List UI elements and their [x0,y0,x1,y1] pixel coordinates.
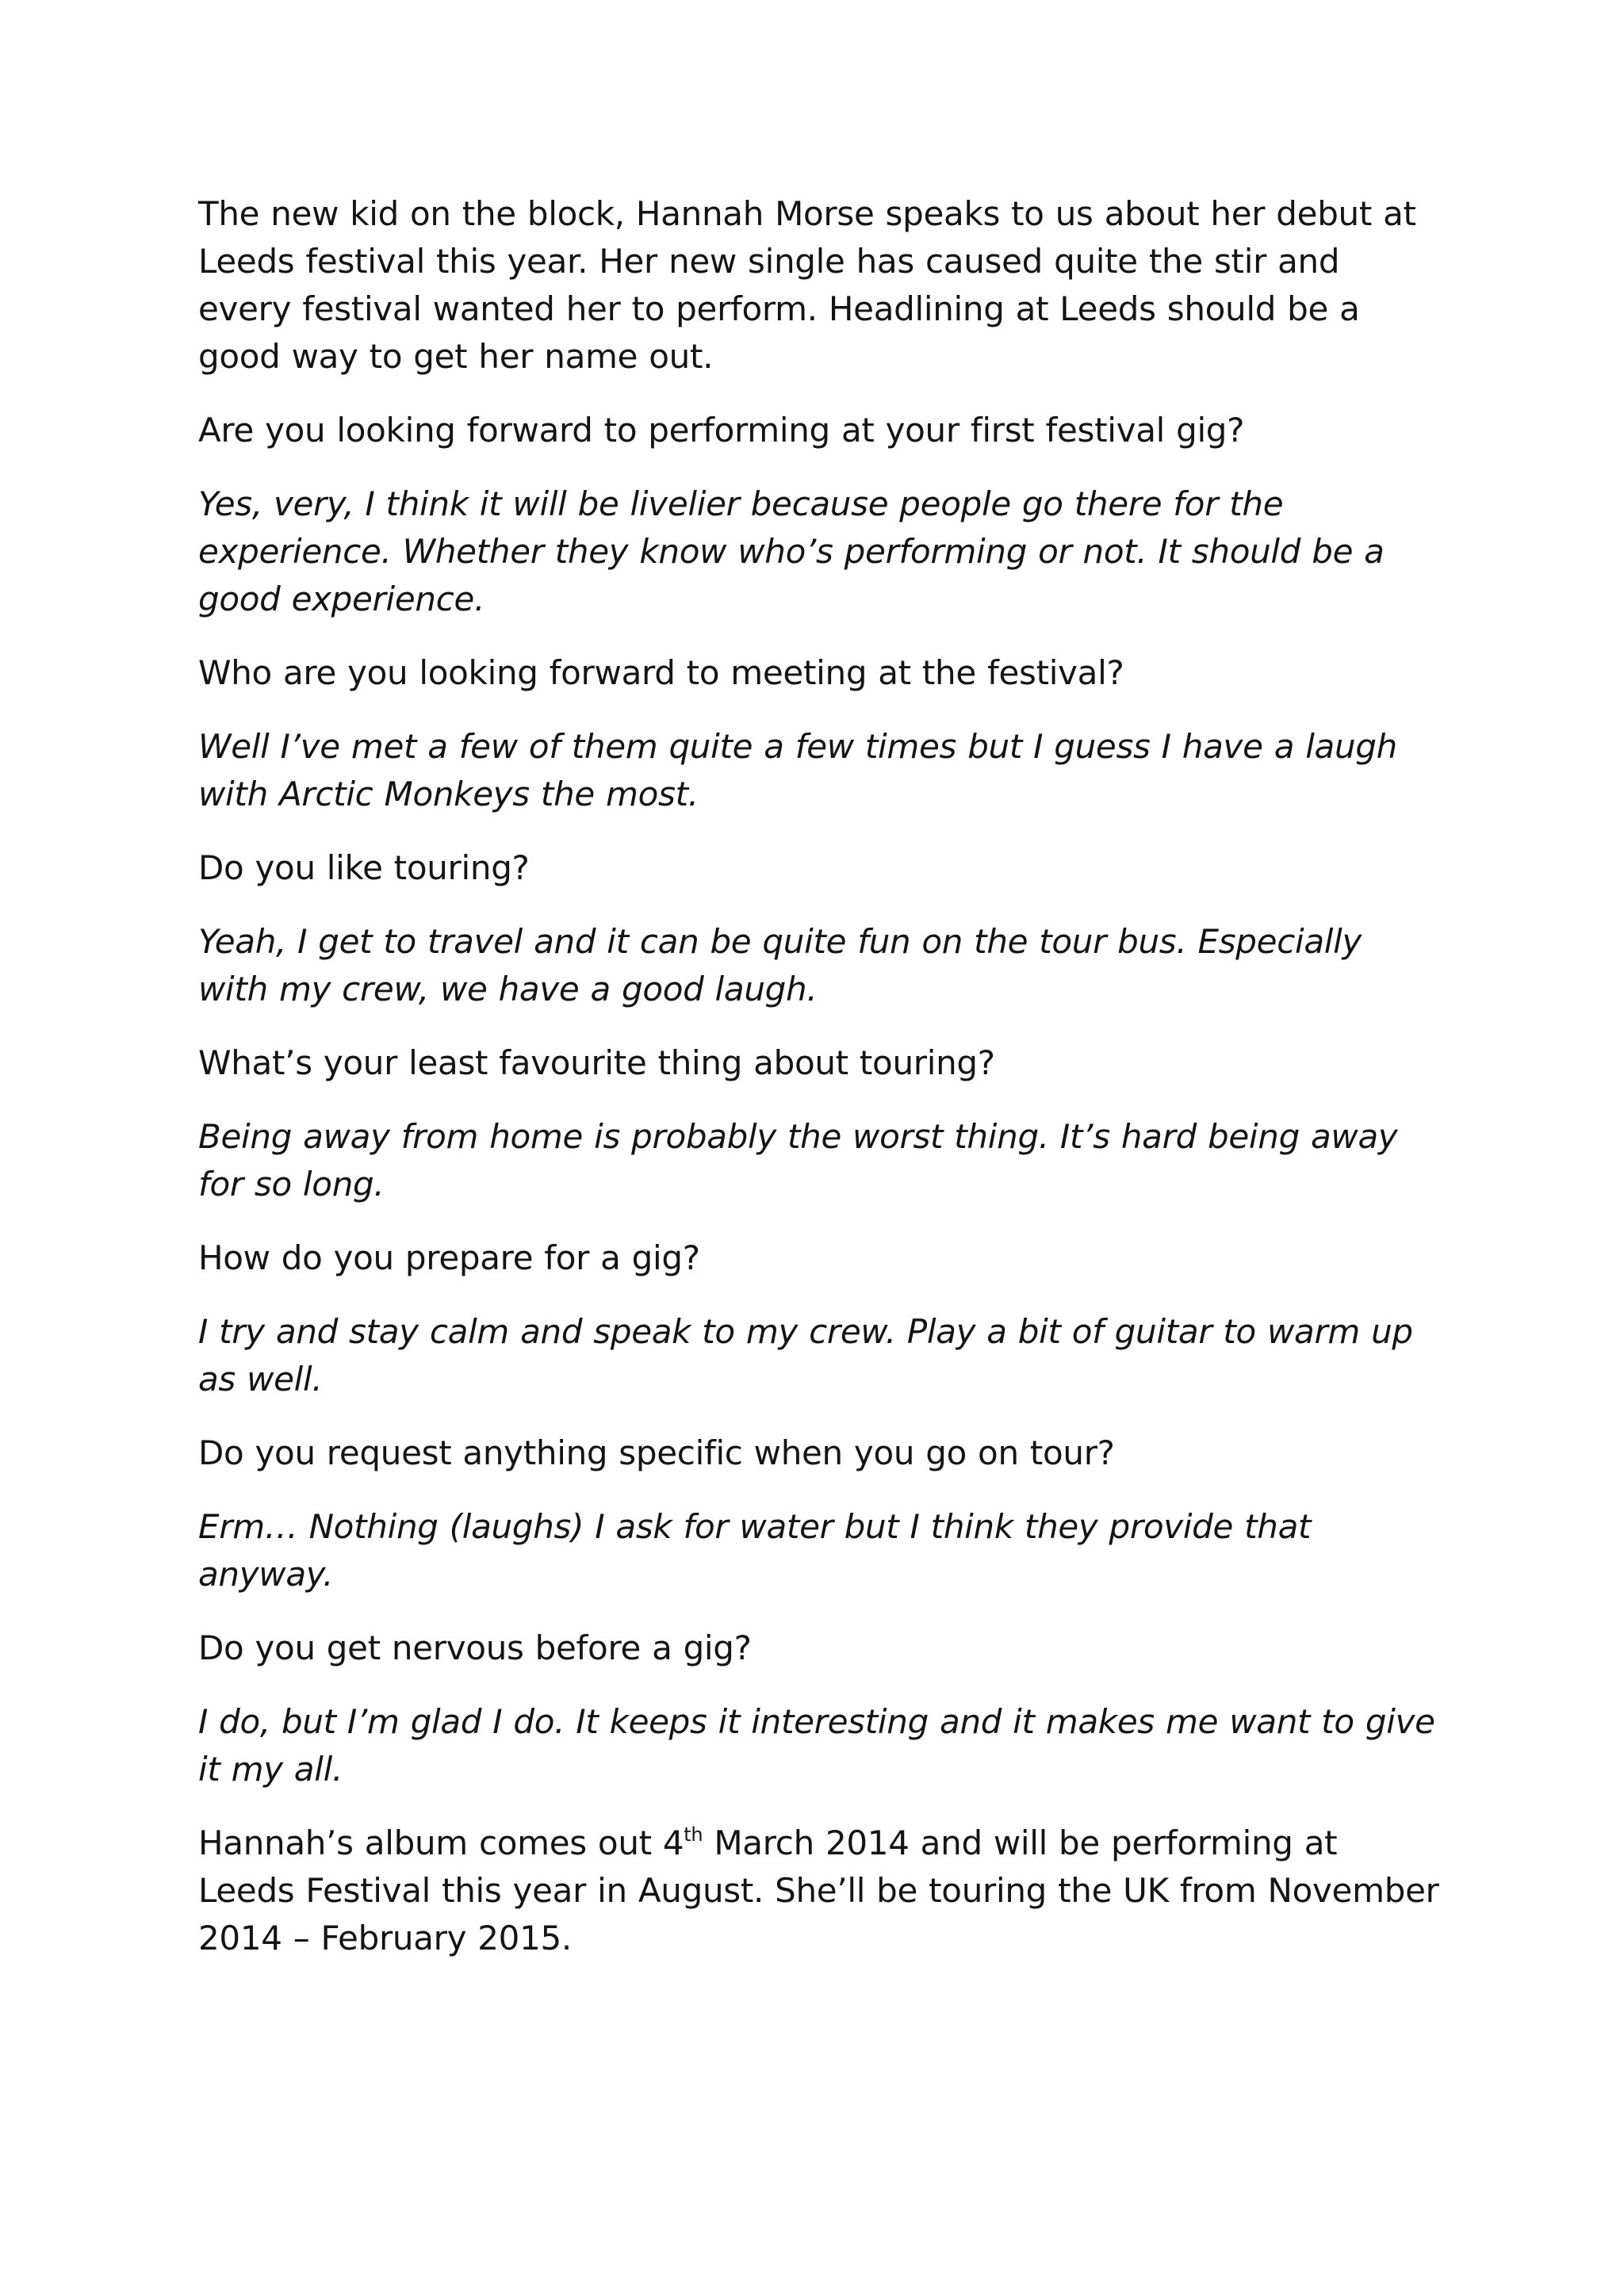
article-body [198,190,1439,1988]
interview-question-6: Do you request anything specific when you go on tour? [198,1433,1115,1472]
interview-question-3: Do you like touring? [198,848,530,887]
interview-answer-6: Erm… Nothing (laughs) I ask for water but I think they provide that anyway. [198,1507,1312,1594]
outro-text-start: Hannah’s album comes out 4 [198,1823,684,1862]
interview-question-1: Are you looking forward to performing at your first festival gig? [198,411,1245,450]
interview-answer-7: I do, but I’m glad I do. It keeps it interesting and it makes me want to give it my all. [198,1702,1435,1789]
outro-text-end: March 2014 and will be performing at Leeds Festival this year in August. She’ll be touring the UK from November 2014 – February 2015. [198,1823,1439,1957]
intro-paragraph: The new kid on the block, Hannah Morse speaks to us about her debut at Leeds festival this year. Her new single has caused quite the stir and every festival wanted her to perform. Headlining at Leeds should be a good way to get her name out. [198,194,1416,376]
interview-answer-5: I try and stay calm and speak to my crew. Play a bit of guitar to warm up as well. [198,1312,1413,1399]
interview-question-7: Do you get nervous before a gig? [198,1628,752,1667]
interview-question-5: How do you prepare for a gig? [198,1238,700,1277]
interview-answer-3: Yeah, I get to travel and it can be quite fun on the tour bus. Especially with my crew, we have a good laugh. [198,922,1362,1008]
outro-paragraph [198,1820,1439,1962]
interview-question-2: Who are you looking forward to meeting at the festival? [198,653,1124,692]
interview-answer-4: Being away from home is probably the worst thing. It’s hard being away for so long. [198,1117,1398,1203]
interview-answer-1: Yes, very, I think it will be livelier because people go there for the experience. Whether they know who’s performing or not. It should be a good experience. [198,484,1385,618]
interview-answer-2: Well I’ve met a few of them quite a few times but I guess I have a laugh with Arctic Monkeys the most. [198,727,1397,813]
ordinal-suffix: th [684,1823,703,1846]
interview-question-4: What’s your least favourite thing about touring? [198,1043,995,1082]
